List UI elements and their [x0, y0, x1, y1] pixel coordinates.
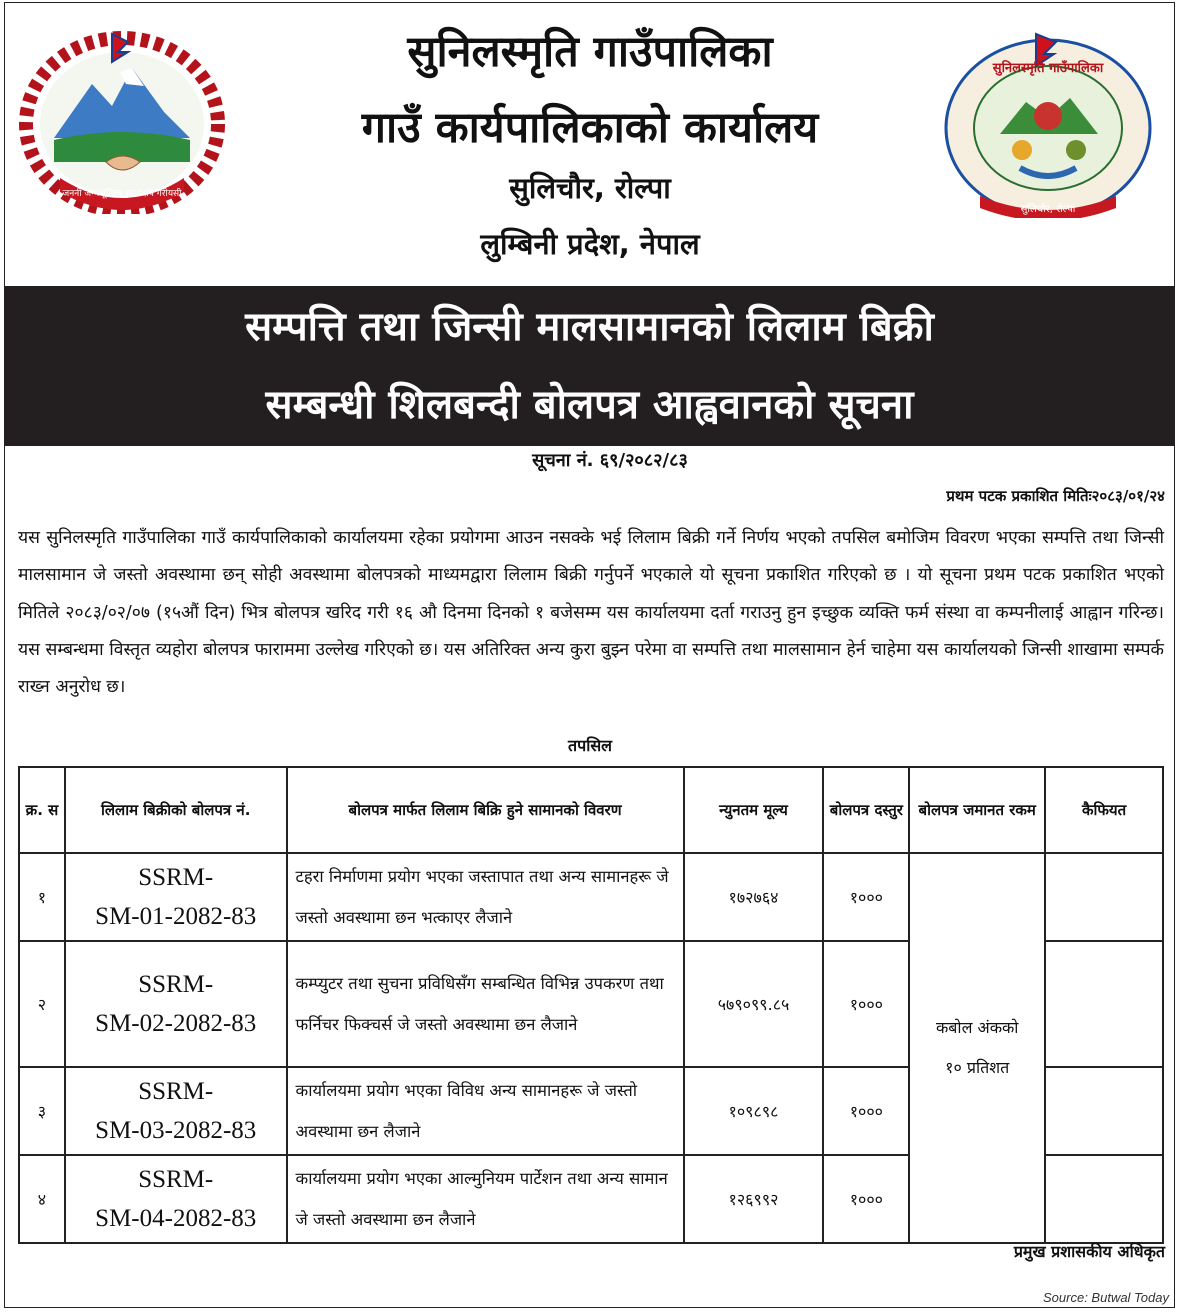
col-header-description: बोलपत्र मार्फत लिलाम बिक्रि हुने सामानको विवरण [287, 767, 684, 853]
bid-no-prefix: SSRM- [138, 971, 214, 998]
cell-fee: १००० [823, 853, 909, 941]
signatory-title: प्रमुख प्रशासकीय अधिकृत [1013, 1242, 1165, 1261]
publication-date: प्रथम पटक प्रकाशित मितिः२०८३/०१/२४ [946, 487, 1165, 505]
table-row [19, 853, 1163, 941]
cell-bid-no [65, 941, 287, 1067]
office-subtitle: गाउँ कार्यपालिकाको कार्यालय [361, 103, 819, 153]
banner-title-line2: सम्बन्धी शिलबन्दी बोलपत्र आह्ववानको सूचना [265, 382, 914, 428]
col-header-bid-no: लिलाम बिक्रीको बोलपत्र नं. [65, 767, 287, 853]
cell-description: कार्यालयमा प्रयोग भएका आल्मुनियम पार्टेशन तथा अन्य सामान जे जस्तो अवस्थामा छन लैजाने [287, 1155, 684, 1243]
col-header-sn: क्र. स [19, 767, 65, 853]
cell-min-price: १२६९९२ [684, 1155, 824, 1243]
cell-description: कम्प्युटर तथा सुचना प्रविधिसँग सम्बन्धित विभिन्न उपकरण तथा फर्निचर फिक्चर्स जे जस्तो अवस्थामा छन लैजाने [287, 941, 684, 1067]
cell-deposit: कबोल अंकको १० प्रतिशत [909, 853, 1045, 1243]
cell-min-price: १०९८९८ [684, 1067, 824, 1155]
cell-bid-no [65, 1067, 287, 1155]
cell-remarks [1045, 1155, 1163, 1243]
cell-fee: १००० [823, 1067, 909, 1155]
col-header-min-price: न्युनतम मूल्य [684, 767, 824, 853]
col-header-remarks: कैफियत [1045, 767, 1163, 853]
municipality-logo [940, 28, 1158, 218]
cell-remarks [1045, 853, 1163, 941]
bid-no-prefix: SSRM- [138, 1166, 214, 1193]
table-title: तपसिल [567, 736, 613, 755]
notice-body: यस सुनिलस्मृति गाउँपालिका गाउँ कार्यपालिकाको कार्यालयमा रहेका प्रयोगमा आउन नसक्के भई लिलाम बिक्री गर्ने निर्णय भएको तपसिल बमोजिम विवरण भएका सम्पत्ति तथा जिन्सी मालसामान जे जस्तो अवस्थामा छन् सोही अवस्थामा बोलपत्रको माध्यमद्वारा लिलाम बिक्री गर्नुपर्ने भएकाले यो सूचना प्रकाशित गरिएको छ । यो सूचना प्रथम पटक प्रकाशित भएको मितिले २०८३/०२/०७ (१५औं दिन) भित्र बोलपत्र खरिद गरी १६ औ दिनमा दिनको १ बजेसम्म यस कार्यालयमा दर्ता गराउनु हुन इच्छुक व्यक्ति फर्म संस्था वा कम्पनीलाई आह्वान गरिन्छ। यस सम्बन्धमा विस्तृत व्यहोरा बोलपत्र फाराममा उल्लेख गरिएको छ। यस अतिरिक्त अन्य कुरा बुझ्न परेमा वा सम्पत्ति तथा मालसामान हेर्न चाहेमा यस कार्यालयको जिन्सी शाखामा सम्पर्क राख्न अनुरोध छ। [18, 528, 1164, 698]
notice-title-banner [4, 286, 1175, 446]
col-header-fee: बोलपत्र दस्तुर [823, 767, 909, 853]
cell-description: कार्यालयमा प्रयोग भएका विविध अन्य सामानहरू जे जस्तो अवस्थामा छन लैजाने [287, 1067, 684, 1155]
office-province: लुम्बिनी प्रदेश, नेपाल [480, 227, 700, 261]
cell-bid-no [65, 853, 287, 941]
cell-fee: १००० [823, 1155, 909, 1243]
logo-top-text: सुनिलस्मृति गाउँपालिका [992, 61, 1104, 76]
bid-no-code: SM-01-2082-83 [95, 903, 257, 930]
bid-no-code: SM-04-2082-83 [95, 1205, 257, 1232]
cell-remarks [1045, 941, 1163, 1067]
cell-bid-no [65, 1155, 287, 1243]
source-credit: Source: Butwal Today [1043, 1290, 1169, 1305]
office-name: सुनिलस्मृति गाउँपालिका [407, 27, 773, 77]
bid-no-prefix: SSRM- [138, 864, 214, 891]
bid-no-code: SM-02-2082-83 [95, 1010, 257, 1037]
cell-description: टहरा निर्माणमा प्रयोग भएका जस्तापात तथा अन्य सामानहरू जे जस्तो अवस्थामा छन भत्काएर लैजाने [287, 853, 684, 941]
notice-number: सूचना नं. ६९/२०८२/८३ [532, 450, 688, 471]
cell-min-price: १७२७६४ [684, 853, 824, 941]
logo-bottom-text: सुलिचौर, रोल्पा [1020, 204, 1076, 215]
cell-remarks [1045, 1067, 1163, 1155]
col-header-deposit: बोलपत्र जमानत रकम [909, 767, 1045, 853]
bid-no-prefix: SSRM- [138, 1078, 214, 1105]
banner-title-line1: सम्पत्ति तथा जिन्सी मालसामानको लिलाम बिक्री [245, 304, 934, 350]
emblem-motto: जननी जन्मभूमिश्च स्वर्गादपि गरीयसी [62, 189, 182, 199]
cell-fee: १००० [823, 941, 909, 1067]
cell-min-price: ५७९०९९.८५ [684, 941, 824, 1067]
cell-sn: २ [19, 941, 65, 1067]
cell-sn: ४ [19, 1155, 65, 1243]
table-header-row [19, 767, 1163, 853]
nepal-government-emblem [14, 28, 230, 214]
bid-no-code: SM-03-2082-83 [95, 1117, 257, 1144]
cell-sn: ३ [19, 1067, 65, 1155]
auction-items-table [18, 766, 1164, 1244]
office-location: सुलिचौर, रोल्पा [509, 171, 671, 205]
cell-sn: १ [19, 853, 65, 941]
